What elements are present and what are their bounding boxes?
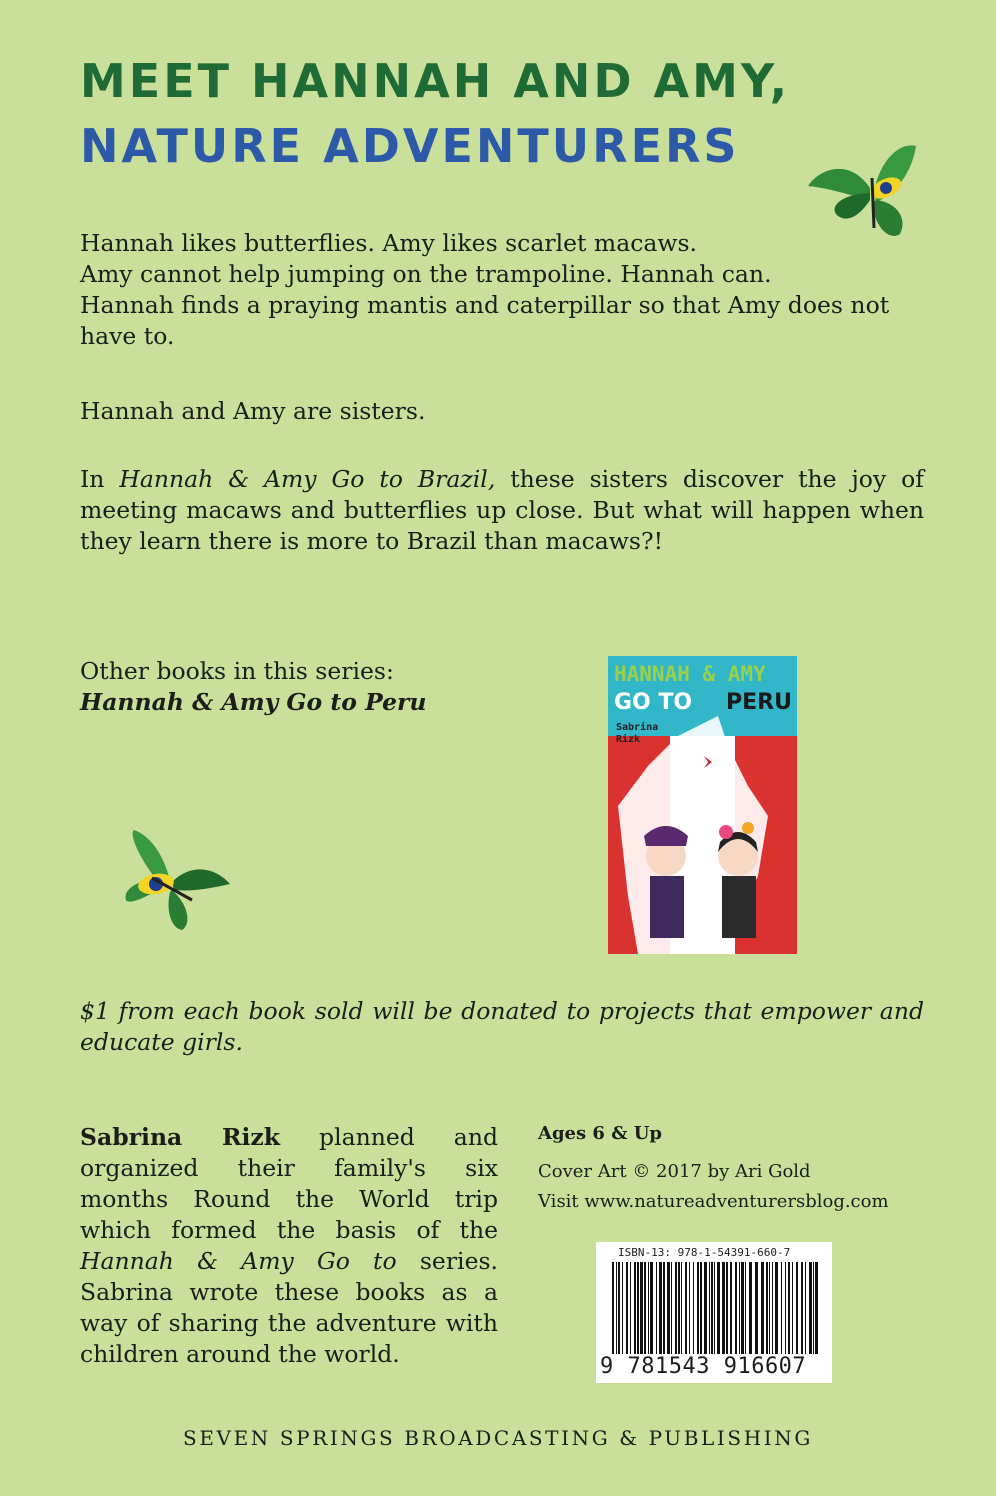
series-label: Other books in this series:: [80, 657, 394, 685]
intro-paragraph: [80, 228, 930, 352]
barcode-bar: [761, 1262, 764, 1354]
cover-title: HANNAH & AMY: [614, 662, 766, 686]
synopsis-paragraph: [80, 464, 924, 557]
barcode-bar: [644, 1262, 646, 1354]
author-bio-text-1: planned and organized their family's six months Round the World trip which formed the basis of the: [80, 1123, 498, 1244]
cover-art-credit: Cover Art © 2017 by Ari Gold: [538, 1161, 811, 1182]
ages-label: Ages 6 & Up: [538, 1123, 662, 1144]
barcode-bar: [630, 1262, 631, 1354]
barcode-bar: [650, 1262, 653, 1354]
barcode-bar: [801, 1262, 803, 1354]
barcode-bar: [681, 1262, 682, 1354]
barcode-bar: [667, 1262, 670, 1354]
cover-author: [616, 722, 658, 746]
donation-note: $1 from each book sold will be donated to projects that empower and educate girls.: [80, 997, 924, 1056]
barcode-bar: [772, 1262, 773, 1354]
barcode-bar: [678, 1262, 680, 1354]
barcode-bar: [735, 1262, 737, 1354]
barcode-bar: [663, 1262, 665, 1354]
barcode-bar: [745, 1262, 746, 1354]
butterfly-icon: [112, 824, 236, 936]
barcode-bar: [775, 1262, 778, 1354]
barcode-bar: [815, 1262, 818, 1354]
synopsis-text: these sisters discover the joy of meeting macaws and butterflies up close. But what will happen when they learn there is more to Brazil than macaws?!: [80, 465, 924, 555]
barcode-bar: [634, 1262, 636, 1354]
cover-author-first: Sabrina: [616, 722, 659, 733]
barcode-bar: [739, 1262, 740, 1354]
barcode-bar: [769, 1262, 770, 1354]
barcode-bar: [612, 1262, 614, 1354]
barcode-bar: [781, 1262, 782, 1354]
intro-line-1: Hannah likes butterflies. Amy likes scarlet macaws.: [80, 229, 698, 257]
barcode-bar: [671, 1262, 672, 1354]
barcode-bars: [612, 1262, 820, 1354]
barcode-bar: [788, 1262, 790, 1354]
author-name: Sabrina Rizk: [80, 1123, 281, 1151]
barcode-bar: [714, 1262, 715, 1354]
barcode-bar: [766, 1262, 768, 1354]
barcode-digits: 9 781543 916607: [600, 1354, 807, 1379]
barcode-bar: [741, 1262, 744, 1354]
isbn-barcode: [596, 1242, 832, 1383]
barcode-bar: [726, 1262, 728, 1354]
barcode-bar: [622, 1262, 623, 1354]
barcode-bar: [697, 1262, 699, 1354]
barcode-bar: [700, 1262, 702, 1354]
synopsis-book-title: Hannah & Amy Go to Brazil,: [119, 465, 496, 493]
barcode-bar: [616, 1262, 617, 1354]
barcode-bar: [637, 1262, 639, 1354]
barcode-bar: [813, 1262, 814, 1354]
barcode-bar: [685, 1262, 687, 1354]
cover-country: PERU: [726, 690, 792, 715]
barcode-bar: [640, 1262, 643, 1354]
publisher-name: SEVEN SPRINGS BROADCASTING & PUBLISHING: [183, 1426, 813, 1450]
website-line: Visit www.natureadventurersblog.com: [538, 1191, 889, 1212]
author-bio: [80, 1122, 498, 1370]
barcode-bar: [796, 1262, 798, 1354]
book-cover-peru: [608, 656, 797, 954]
cover-author-last: Rizk: [616, 734, 641, 745]
sisters-line: Hannah and Amy are sisters.: [80, 397, 426, 425]
series-block: [80, 656, 427, 718]
barcode-bar: [704, 1262, 707, 1354]
series-title: Hannah & Amy Go to Peru: [80, 688, 427, 716]
barcode-bar: [709, 1262, 710, 1354]
barcode-bar: [618, 1262, 620, 1354]
author-bio-text-2: series. Sabrina wrote these books as a way of sharing the adventure with children around the world.: [80, 1247, 499, 1368]
author-bio-series: Hannah & Amy Go to: [80, 1247, 397, 1275]
intro-line-2: Amy cannot help jumping on the trampoline. Hannah can.: [80, 260, 772, 288]
title-line-1: MEET HANNAH AND AMY,: [80, 54, 791, 108]
barcode-bar: [626, 1262, 628, 1354]
barcode-bar: [730, 1262, 732, 1354]
barcode-bar: [717, 1262, 720, 1354]
barcode-bar: [711, 1262, 713, 1354]
barcode-bar: [749, 1262, 752, 1354]
barcode-bar: [755, 1262, 758, 1354]
barcode-bar: [722, 1262, 725, 1354]
barcode-bar: [805, 1262, 806, 1354]
isbn-label: ISBN-13: 978-1-54391-660-7: [618, 1246, 791, 1259]
barcode-bar: [656, 1262, 657, 1354]
intro-line-3: Hannah finds a praying mantis and caterpillar so that Amy does not have to.: [80, 291, 890, 350]
cover-go-to: GO TO: [614, 690, 693, 715]
barcode-bar: [693, 1262, 694, 1354]
title-line-2: NATURE ADVENTURERS: [80, 119, 740, 173]
synopsis-prefix: In: [80, 465, 120, 493]
barcode-bar: [689, 1262, 690, 1354]
barcode-bar: [675, 1262, 677, 1354]
barcode-bar: [659, 1262, 662, 1354]
barcode-bar: [809, 1262, 812, 1354]
barcode-bar: [785, 1262, 786, 1354]
barcode-bar: [648, 1262, 649, 1354]
barcode-bar: [792, 1262, 793, 1354]
